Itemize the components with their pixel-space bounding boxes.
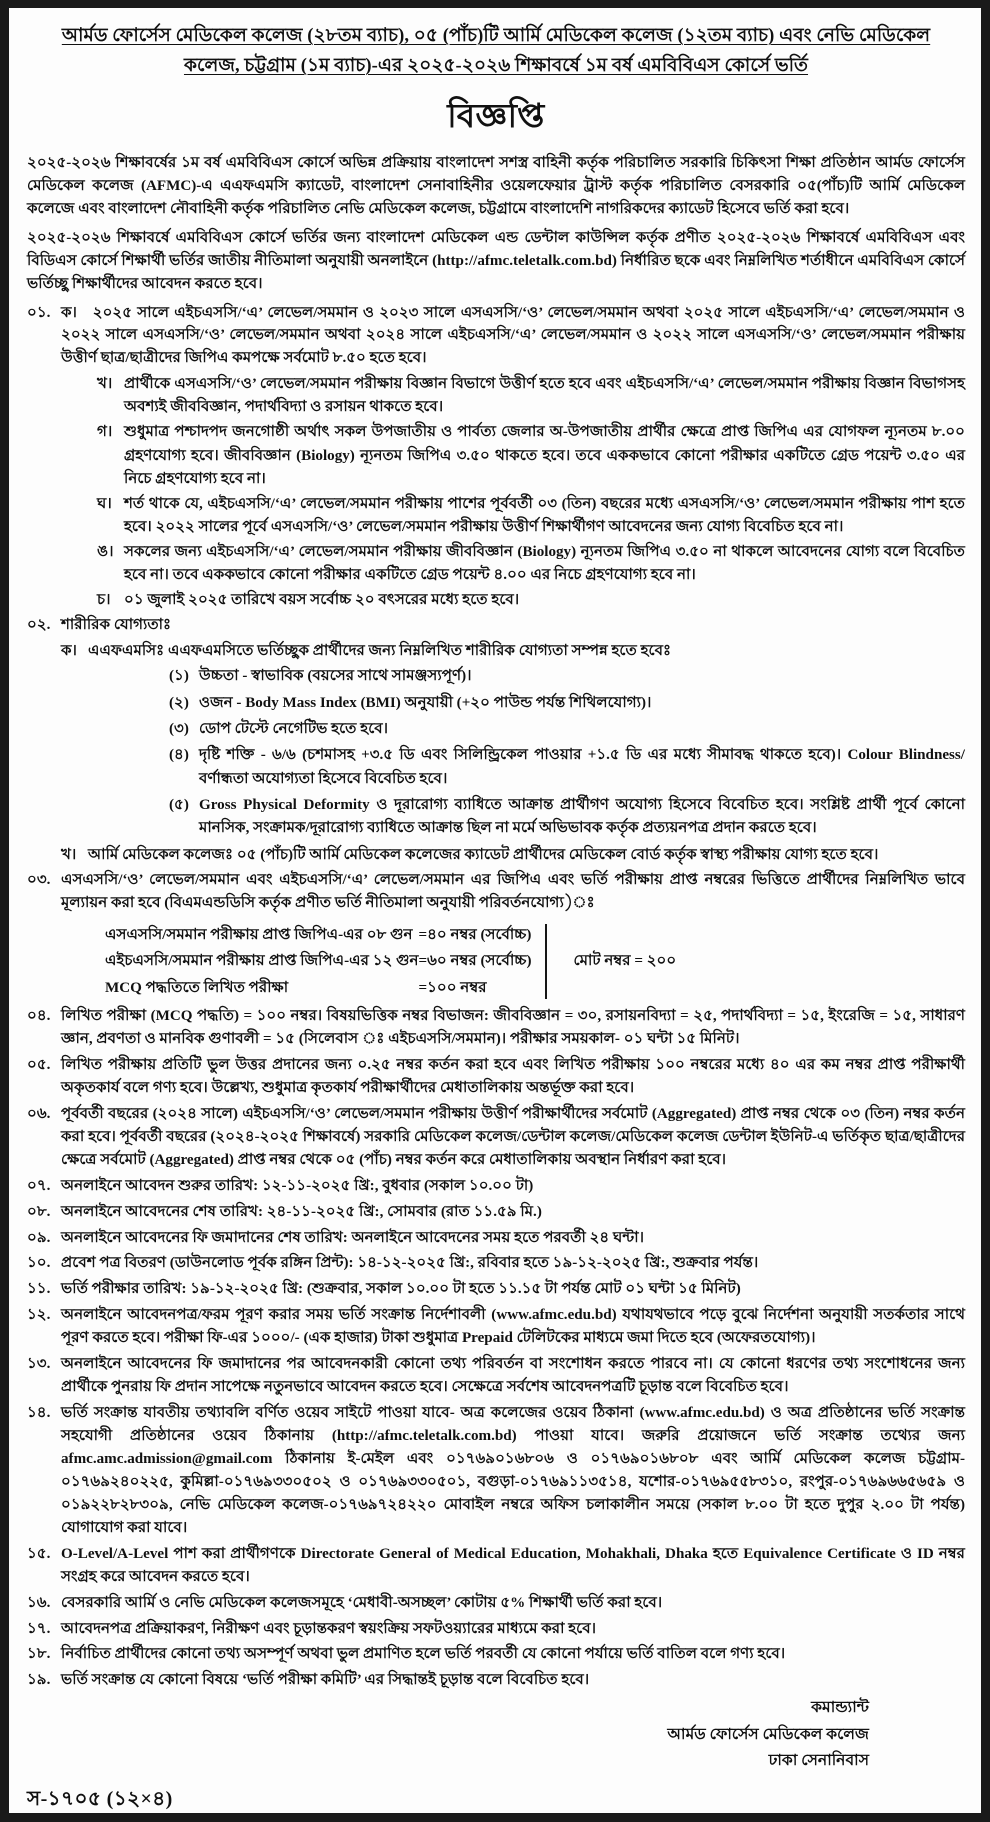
signature-location: ঢাকা সেনানিবাস <box>768 1751 869 1769</box>
clause-01-item-e <box>97 541 965 587</box>
clause-01-item-c <box>97 421 965 490</box>
clause-01-item-c-text: শুধুমাত্র পশ্চাদপদ জনগোষ্ঠী অর্থাৎ সকল উপজাতীয় ও পার্বত্য জেলার অ-উপজাতীয় প্রার্থীর ক্ষেত্রে প্রাপ্ত জিপিএ এর যোগফল ন্যূনতম ৮.০০ গ্রহণযোগ্য হবে। জীববিজ্ঞান (Biology) ন্যূনতম জিপিএ ৩.৫০ থাকতে হবে। তবে এককভাবে কোনো পরীক্ষার একটিতে গ্রেড পয়েন্ট ৩.৫০ এর নিচে গ্রহণযোগ্য হবে না। <box>124 424 965 487</box>
clause-12 <box>27 1304 965 1350</box>
clause-09-text: অনলাইনে আবেদনের ফি জমাদানের শেষ তারিখ: অনলাইনে আবেদনের সময় হতে পরবর্তী ২৪ ঘন্টা। <box>61 1229 644 1246</box>
clause-01-item-d-text: শর্ত থাকে যে, এইচএসসি/‘এ’ লেভেল/সমমান পরীক্ষায় পাশের পূর্ববর্তী ০৩ (তিন) বছরের মধ্যে এসএসসি/‘ও’ লেভেল/সমমান পরীক্ষায় পাশ হতে হবে। ২০২২ সালের পূর্বে এসএসসি/‘ও’ লেভেল/সমমান পরীক্ষায় উত্তীর্ণ শিক্ষার্থীগণ আবেদনের জন্য যোগ্য বিবেচিত হবে না। <box>124 495 965 535</box>
signature-designation: কমান্ড্যান্ট <box>811 1699 869 1717</box>
clause-17-text: আবেদনপত্র প্রক্রিয়াকরণ, নিরীক্ষণ এবং চূড়ান্তকরণ স্বয়ংক্রিয় সফটওয়্যারের মাধ্যমে করা হবে। <box>61 1620 597 1637</box>
marks-total-label: মোট নম্বর = ২০০ <box>573 952 677 969</box>
physical-point-4-text: দৃষ্টি শক্তি - ৬/৬ (চশমাসহ +৩.৫ ডি এবং সিলিন্ড্রিকেল পাওয়ার +১.৫ ডি এর মধ্যে সীমাবদ্ধ থাকতে হবে)। Colour Blindness/ বর্ণান্ধতা অযোগ্যতা হিসেবে বিবেচিত হবে। <box>199 747 965 787</box>
physical-point-4 <box>169 744 965 791</box>
clause-01-item-f <box>97 589 965 612</box>
clause-16-number: ১৬. <box>27 1594 51 1611</box>
clause-15-number: ১৫. <box>27 1545 51 1562</box>
clause-08 <box>27 1201 965 1224</box>
clause-01-item-c-label: গ। <box>97 424 113 441</box>
clause-02-item-a-text: এএফএমসিঃ এএফএমসিতে ভর্তিচ্ছুক প্রার্থীদের জন্য নিম্নলিখিত শারীরিক যোগ্যতা সম্পন্ন হতে হবেঃ <box>88 643 672 660</box>
clause-01-item-b <box>97 373 965 419</box>
clause-07-number: ০৭. <box>27 1177 51 1194</box>
clause-14 <box>27 1402 965 1540</box>
clause-10-number: ১০. <box>27 1255 51 1272</box>
clause-03 <box>27 869 965 915</box>
clause-02-sublist <box>61 640 965 869</box>
intro-paragraph-2: ২০২৫-২০২৬ শিক্ষাবর্ষে এমবিবিএস কোর্সে ভর্তির জন্য বাংলাদেশ মেডিকেল এন্ড ডেন্টাল কাউন্সিল কর্তৃক প্রণীত ২০২৫-২০২৬ শিক্ষাবর্ষে এমবিবিএস এবং বিডিএস কোর্সে শিক্ষার্থী ভর্তির জাতীয় নীতিমালা অনুযায়ী অনলাইনে (http://afmc.teletalk.com.bd) নির্ধারিত ছকে এবং নিম্নলিখিত শর্তাধীনে এমবিবিএস কোর্সে ভর্তিচ্ছু শিক্ষার্থীদের আবেদন করতে হবে। <box>27 229 965 292</box>
intro-paragraph-1: ২০২৫-২০২৬ শিক্ষাবর্ষের ১ম বর্ষ এমবিবিএস কোর্সে অভিন্ন প্রক্রিয়ায় বাংলাদেশ সশস্ত্র বাহিনী কর্তৃক পরিচালিত সরকারি চিকিৎসা শিক্ষা প্রতিষ্ঠান আর্মড ফোর্সেস মেডিকেল কলেজ (AFMC)-এ এএফএমসি ক্যাডেট, বাংলাদেশ সেনাবাহিনীর ওয়েলফেয়ার ট্রাস্ট কর্তৃক পরিচালিত বেসরকারি ০৫(পাঁচ)টি আর্মি মেডিকেল কলেজে এবং বাংলাদেশ নৌবাহিনী কর্তৃক পরিচালিত নেভি মেডিকেল কলেজ, চট্টগ্রামে বাংলাদেশি নাগরিকদের ক্যাডেট হিসেবে ভর্তি করা হবে। <box>27 154 965 217</box>
clause-09 <box>27 1227 965 1250</box>
marks-row-ssc-label: এসএসসি/সমমান পরীক্ষায় প্রাপ্ত জিপিএ-এর ০৮ গুন <box>105 926 413 943</box>
clause-01-item-e-label: ঙ। <box>97 543 114 560</box>
clause-03-text: এসএসসি/‘ও’ লেভেল/সমমান এবং এইচএসসি/‘এ’ লেভেল/সমমান এর জিপিএ এবং ভর্তি পরীক্ষায় প্রাপ্ত নম্বরের ভিত্তিতে প্রার্থীদের নিম্নলিখিত ভাবে মূল্যায়ন করা হবে (বিএমএন্ডডিসি কর্তৃক প্রণীত ভর্তি নীতিমালা অনুযায়ী পরিবর্তনযোগ্য)ঃ <box>61 871 965 911</box>
clause-05-text: লিখিত পরীক্ষায় প্রতিটি ভুল উত্তর প্রদানের জন্য ০.২৫ নম্বর কর্তন করা হবে এবং লিখিত পরীক্ষায় ১০০ নম্বরের মধ্যে ৪০ এর কম নম্বর প্রাপ্ত পরীক্ষার্থী অকৃতকার্য বলে গণ্য হবে। উল্লেখ্য, শুধুমাত্র কৃতকার্য পরীক্ষার্থীদের মেধাতালিকায় অন্তর্ভূক্ত করা হবে। <box>61 1056 965 1096</box>
clause-16 <box>27 1592 965 1615</box>
clause-10 <box>27 1252 965 1275</box>
clause-04-text: লিখিত পরীক্ষা (MCQ পদ্ধতি) = ১০০ নম্বর। বিষয়ভিত্তিক নম্বর বিভাজন: জীববিজ্ঞান = ৩০, রসায়নবিদ্যা = ২৫, পদার্থবিদ্যা = ১৫, ইংরেজি = ১৫, সাধারণ জ্ঞান, প্রবণতা ও মানবিক গুণাবলী = ১৫ (সিলেবাস ঃ এইচএসসি/সমমান)। পরীক্ষার সময়কাল- ০১ ঘন্টা ১৫ মিনিট। <box>61 1008 965 1048</box>
marks-rows <box>105 922 531 1001</box>
clause-01-item-a-label: ক। <box>61 304 77 321</box>
marks-row-mcq <box>105 975 531 1001</box>
clause-01-item-e-text: সকলের জন্য এইচএসসি/‘এ’ লেভেল/সমমান পরীক্ষায় জীববিজ্ঞান (Biology) ন্যূনতম জিপিএ ৩.৫০ না থাকলে আবেদনের যোগ্য বলে বিবেচিত হবে না। তবে এককভাবে কোনো পরীক্ষার একটিতে গ্রেড পয়েন্ট ৪.০০ এর নিচে গ্রহণযোগ্য হবে না। <box>124 543 965 583</box>
clause-02-item-b <box>61 844 965 867</box>
physical-point-5 <box>169 794 965 841</box>
clause-12-text: অনলাইনে আবেদনপত্র/ফরম পূরণ করার সময় ভর্তি সংক্রান্ত নির্দেশাবলী (www.afmc.edu.bd) যথাযথভাবে পড়ে বুঝে নির্দেশনা অনুযায়ী সতর্কতার সাথে পূরণ করতে হবে। পরীক্ষা ফি-এর ১০০০/- (এক হাজার) টাকা শুধুমাত্র Prepaid টেলিটকের মাধ্যমে জমা দিতে হবে (অফেরতযোগ্য)। <box>61 1307 965 1347</box>
clause-07 <box>27 1175 965 1198</box>
physical-point-1-text: উচ্চতা - স্বাভাবিক (বয়সের সাথে সামঞ্জস্যপূর্ণ)। <box>199 668 472 685</box>
marks-row-mcq-eq: = <box>418 979 428 996</box>
clause-08-text: অনলাইনে আবেদনের শেষ তারিখ: ২৪-১১-২০২৫ খ্রি:, সোমবার (রাত ১১.৫৯ মি.) <box>61 1203 542 1220</box>
clause-19-number: ১৯. <box>27 1672 51 1689</box>
clause-07-text: অনলাইনে আবেদন শুরুর তারিখ: ১২-১১-২০২৫ খ্রি:, বুধবার (সকাল ১০.০০ টা) <box>61 1177 534 1194</box>
clause-16-text: বেসরকারি আর্মি ও নেভি মেডিকেল কলেজসমূহে ‘মেধাবী-অসচ্ছল’ কোটায় ৫% শিক্ষার্থী ভর্তি করা হবে। <box>61 1594 663 1611</box>
reference-number: স-১৭০৫ (১২×৪) <box>27 1787 173 1810</box>
clause-02-item-a <box>61 640 965 663</box>
header-line-2: কলেজ, চট্টগ্রাম (১ম ব্যাচ)-এর ২০২৫-২০২৬ শিক্ষাবর্ষে ১ম বর্ষ এমবিবিএস কোর্সে ভর্তি <box>183 55 809 76</box>
clause-01-item-b-text: প্রার্থীকে এসএসসি/‘ও’ লেভেল/সমমান পরীক্ষায় বিজ্ঞান বিভাগে উত্তীর্ণ হতে হবে এবং এইচএসসি/‘এ’ লেভেল/সমমান পরীক্ষায় বিজ্ঞান বিভাগসহ অবশ্যই জীববিজ্ঞান, পদার্থবিদ্যা ও রসায়ন থাকতে হবে। <box>124 376 965 416</box>
clause-13 <box>27 1353 965 1399</box>
clause-04-number: ০৪. <box>27 1008 51 1025</box>
clause-17-number: ১৭. <box>27 1620 51 1637</box>
physical-point-4-label: (৪) <box>169 747 189 764</box>
clause-15-text: O-Level/A-Level পাশ করা প্রার্থীগণকে Directorate General of Medical Education, Mohakhali, Dhaka হতে Equivalence Certificate ও ID নম্বর সংগ্রহ করে আবেদন করতে হবে। <box>61 1545 965 1585</box>
clause-01-number: ০১. <box>27 304 51 321</box>
marks-row-hsc-eq: = <box>418 953 428 970</box>
physical-point-1-label: (১) <box>169 668 189 685</box>
page-title: বিজ্ঞপ্তি <box>447 98 545 135</box>
physical-point-3 <box>169 718 965 741</box>
clause-12-number: ১২. <box>27 1307 51 1324</box>
document-header <box>27 22 965 82</box>
clause-01-item-a <box>61 302 965 371</box>
clause-01-sublist <box>97 373 965 614</box>
clause-01-item-d-label: ঘ। <box>97 495 112 512</box>
clause-17 <box>27 1618 965 1641</box>
marks-row-mcq-value: ১০০ নম্বর <box>427 979 487 996</box>
clause-01-item-d <box>97 493 965 539</box>
physical-point-3-text: ডোপ টেস্টে নেগেটিভ হতে হবে। <box>199 720 389 737</box>
physical-point-3-label: (৩) <box>169 720 189 737</box>
clause-01-item-a-text: ২০২৫ সালে এইচএসসি/‘এ’ লেভেল/সমমান ও ২০২৩ সালে এসএসসি/‘ও’ লেভেল/সমমান অথবা ২০২৫ সালে এইচএসসি/‘এ’ লেভেল/সমমান ও ২০২২ সালে এসএসসি/‘ও’ লেভেল/সমমান অথবা ২০২৪ সালে এইচএসসি/‘এ’ লেভেল/সমমান ও ২০২২ সালে এসএসসি/‘ও’ লেভেল/সমমান পরীক্ষায় উত্তীর্ণ ছাত্র/ছাত্রীদের জিপিএ কমপক্ষে সর্বমোট ৮.৫০ হতে হবে। <box>61 304 965 367</box>
signature-block <box>27 1695 965 1774</box>
clause-11-text: ভর্তি পরীক্ষার তারিখ: ১৯-১২-২০২৫ খ্রি: (শুক্রবার, সকাল ১০.০০ টা হতে ১১.১৫ টা পর্যন্ত মোট ০১ ঘন্টা ১৫ মিনিট) <box>61 1281 741 1298</box>
clause-11 <box>27 1278 965 1301</box>
clause-01-item-f-label: চ। <box>97 592 111 609</box>
clause-18 <box>27 1643 965 1666</box>
clause-02-item-b-text: আর্মি মেডিকেল কলেজঃ ০৫ (পাঁচ)টি আর্মি মেডিকেল কলেজের ক্যাডেট প্রার্থীদের মেডিকেল বোর্ড কর্তৃক স্বাস্থ্য পরীক্ষায় যোগ্য হতে হবে। <box>88 846 879 863</box>
clause-06 <box>27 1103 965 1172</box>
marks-row-ssc <box>105 922 531 948</box>
clause-06-number: ০৬. <box>27 1105 51 1122</box>
marks-row-hsc-value: ৬০ নম্বর (সর্বোচ্চ) <box>427 953 532 970</box>
marks-distribution-table <box>27 922 965 1001</box>
clause-19 <box>27 1669 965 1692</box>
clause-18-number: ১৮. <box>27 1646 51 1663</box>
marks-row-ssc-value: ৪০ নম্বর (সর্বোচ্চ) <box>427 926 532 943</box>
clause-06-text: পূর্ববর্তী বছরের (২০২৪ সালে) এইচএসসি/‘ও’ লেভেল/সমমান পরীক্ষায় উত্তীর্ণ পরীক্ষার্থীদের সর্বমোট (Aggregated) প্রাপ্ত নম্বর থেকে ০৩ (তিন) নম্বর কর্তন করা হবে। পূর্ববর্তী বছরের (২০২৪-২০২৫ শিক্ষাবর্ষে) সরকারি মেডিকেল কলেজ/ডেন্টাল কলেজ/মেডিকেল কলেজ ডেন্টাল ইউনিট-এ ভর্তিকৃত ছাত্র/ছাত্রীদের ক্ষেত্রে সর্বমোট (Aggregated) প্রাপ্ত নম্বর থেকে ০৫ (পাঁচ) নম্বর কর্তন করে মেধাতালিকায় অবস্থান নির্ধারণ করা হবে। <box>61 1105 965 1168</box>
clause-15 <box>27 1543 965 1589</box>
clause-02-number: ০২. <box>27 617 51 634</box>
physical-point-5-text: Gross Physical Deformity ও দূরারোগ্য ব্যাধিতে আক্রান্ত প্রার্থীগণ অযোগ্য হিসেবে বিবেচিত হবে। সংশ্লিষ্ট প্রার্থী পূর্বে কোনো মানসিক, সংক্রামক/দূরারোগ্য ব্যাধিতে আক্রান্ত ছিল না মর্মে অভিভাবক কর্তৃক প্রত্যয়নপত্র প্রদান করতে হবে। <box>199 797 965 837</box>
marks-table-divider <box>545 924 547 999</box>
clause-02-item-b-label: খ। <box>61 846 77 863</box>
marks-row-hsc-label: এইচএসসি/সমমান পরীক্ষায় প্রাপ্ত জিপিএ-এর ১২ গুন <box>105 953 419 970</box>
clause-19-text: ভর্তি সংক্রান্ত যে কোনো বিষয়ে ‘ভর্তি পরীক্ষা কমিটি’ এর সিদ্ধান্তই চূড়ান্ত বলে বিবেচিত হবে। <box>61 1672 590 1689</box>
clause-18-text: নির্বাচিত প্রার্থীদের কোনো তথ্য অসম্পূর্ণ অথবা ভুল প্রমাণিত হলে ভর্তি পরবর্তী যে কোনো পর্যায়ে ভর্তি বাতিল বলে গণ্য হবে। <box>61 1646 786 1663</box>
clause-05-number: ০৫. <box>27 1056 51 1073</box>
physical-point-5-label: (৫) <box>169 797 189 814</box>
clause-13-number: ১৩. <box>27 1356 51 1373</box>
marks-row-hsc <box>105 948 531 974</box>
clause-04 <box>27 1005 965 1051</box>
clause-09-number: ০৯. <box>27 1229 51 1246</box>
clause-14-number: ১৪. <box>27 1405 51 1422</box>
clause-02-item-a-label: ক। <box>61 643 77 660</box>
clause-14-text: ভর্তি সংক্রান্ত যাবতীয় তথ্যাবলি বর্ণিত ওয়েব সাইটে পাওয়া যাবে- অত্র কলেজের ওয়েব ঠিকানা (www.afmc.edu.bd) ও অত্র প্রতিষ্ঠানের ভর্তি সংক্রান্ত সহযোগী প্রতিষ্ঠানের ওয়েব ঠিকানায় (http://afmc.teletalk.com.bd) পাওয়া যাবে। জরুরি প্রয়োজনে ভর্তি সংক্রান্ত তথ্যের জন্য afmc.amc.admission@gmail.com ঠিকানায় ই-মেইল এবং ০১৭৬৯০১৬৮০৬ ও ০১৭৬৯০১৬৮০৮ এবং আর্মি মেডিকেল কলেজ চট্টগ্রাম- ০১৭৬৯২৪০২২৫, কুমিল্লা-০১৭৬৯৩৩০৫০২ ও ০১৭৬৯৩৩০৫০১, বগুড়া-০১৭৬৯১১৩৫১৪, যশোর-০১৭৬৯৫৫৮৩১০, রংপুর-০১৭৬৯৬৬৫৬৫৯ ও ০১৯২২৮২৮৩০৯, নেভি মেডিকেল কলেজ-০১৭৬৯৭২৪২২০ মোবাইল নম্বরে অফিস চলাকালীন সময়ে (সকাল ৮.০০ টা হতে দুপুর ২.০০ টা পর্যন্ত) যোগাযোগ করা যাবে। <box>61 1405 965 1536</box>
signature-institution: আর্মড ফোর্সেস মেডিকেল কলেজ <box>667 1725 869 1743</box>
clause-02 <box>27 614 965 637</box>
physical-point-2-text: ওজন - Body Mass Index (BMI) অনুযায়ী (+২০ পাউন্ড পর্যন্ত শিথিলযোগ্য)। <box>199 694 652 711</box>
clause-03-number: ০৩. <box>27 871 51 888</box>
clause-05 <box>27 1054 965 1100</box>
marks-row-ssc-eq: = <box>418 926 428 943</box>
clause-10-text: প্রবেশ পত্র বিতরণ (ডাউনলোড পূর্বক রঙ্গিন প্রিন্ট): ১৪-১২-২০২৫ খ্রি:, রবিবার হতে ১৯-১২-২০২৫ খ্রি:, শুক্রবার পর্যন্ত। <box>61 1255 759 1272</box>
clause-02-physical-points <box>169 665 965 841</box>
clause-01-item-f-text: ০১ জুলাই ২০২৫ তারিখে বয়স সর্বোচ্চ ২০ বৎসরের মধ্যে হতে হবে। <box>124 592 520 609</box>
marks-row-mcq-label: MCQ পদ্ধতিতে লিখিত পরীক্ষা <box>105 979 289 996</box>
clause-02-heading: শারীরিক যোগ্যতাঃ <box>61 617 172 634</box>
physical-point-2 <box>169 692 965 715</box>
clause-11-number: ১১. <box>27 1281 51 1298</box>
clause-01 <box>27 302 965 371</box>
header-line-1: আর্মড ফোর্সেস মেডিকেল কলেজ (২৮তম ব্যাচ), ০৫ (পাঁচ)টি আর্মি মেডিকেল কলেজ (১২তম ব্যাচ) এবং নেভি মেডিকেল <box>61 26 931 46</box>
clause-01-item-b-label: খ। <box>97 376 113 393</box>
clause-13-text: অনলাইনে আবেদনের ফি জমাদানের পর আবেদনকারী কোনো তথ্য পরিবর্তন বা সংশোধন করতে পারবে না। যে কোনো ধরণের তথ্য সংশোধনের জন্য প্রার্থীকে পুনরায় ফি প্রদান সাপেক্ষে নতুনভাবে আবেদন করতে হবে। সেক্ষেত্রে সর্বশেষ আবেদনপত্রটি চূড়ান্ত বলে বিবেচিত হবে। <box>61 1356 965 1396</box>
physical-point-1 <box>169 665 965 688</box>
physical-point-2-label: (২) <box>169 694 189 711</box>
clause-08-number: ০৮. <box>27 1203 51 1220</box>
